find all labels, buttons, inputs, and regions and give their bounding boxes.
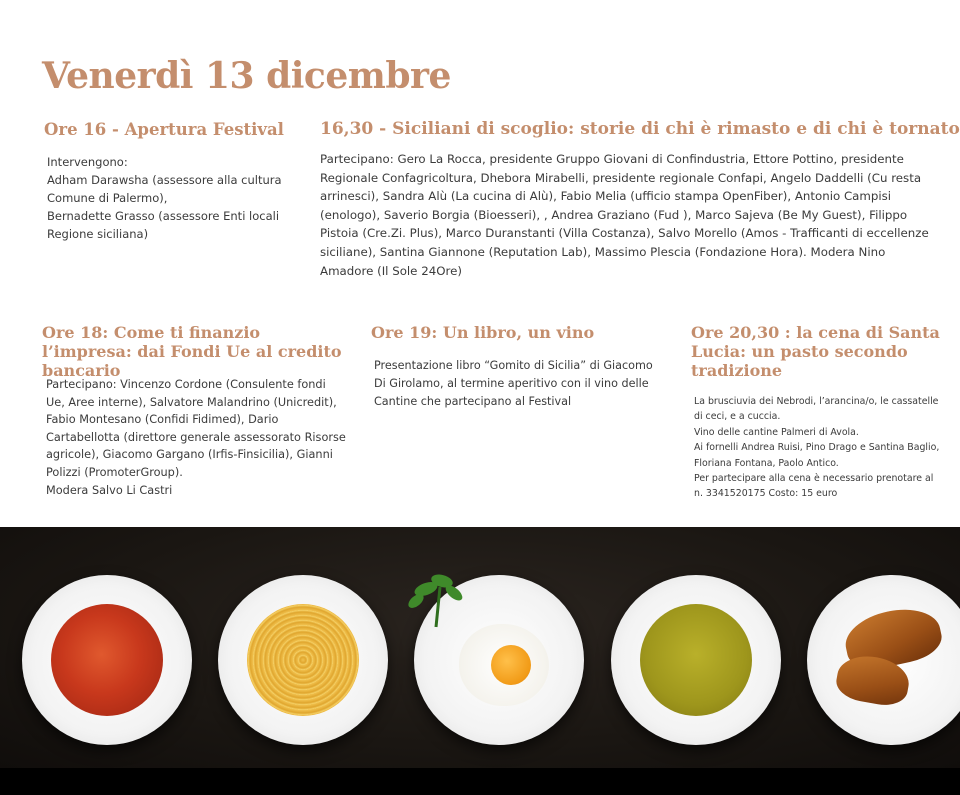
event-body-opening: Intervengono: Adham Darawsha (assessore alla cultura Comune di Palermo), Bernadette Grasso (assessore Enti locali Regione siciliana) (47, 155, 282, 241)
event-heading-siciliani: 16,30 - Siciliani di scoglio: storie di chi è rimasto e di chi è tornato (320, 119, 960, 139)
event-heading-cena: Ore 20,30 : la cena di Santa Lucia: un pasto secondo tradizione (691, 323, 940, 380)
spaghetti (247, 604, 359, 716)
food-photo (0, 527, 960, 768)
bottom-bar (0, 768, 960, 795)
cream-soup (640, 604, 752, 716)
event-body-cena: La brusciuvia dei Nebrodi, l’arancina/o, le cassatelle di ceci, e a cuccia. Vino delle cantine Palmeri di Avola. Ai fornelli Andrea Ruisi, Pino Drago e Santina Baglio, Floriana Fontana, Paolo Antico. Per partecipare alla cena è necessario prenotare al n. 3341520175 Costo: 15 euro (694, 396, 940, 500)
pasta-plate (218, 575, 388, 745)
croissant-plate (807, 575, 960, 745)
event-heading-finanza: Ore 18: Come ti finanzio l’impresa: dai Fondi Ue al credito bancario (42, 323, 342, 380)
event-body-finanza: Partecipano: Vincenzo Cordone (Consulente fondi Ue, Aree interne), Salvatore Malandrino (Unicredit), Fabio Montesano (Confidi Fidimed), Dario Cartabellotta (direttore generale assessorato Risorse agricole), Giacomo Gargano (Irfis-Finsicilia), Gianni Polizzi (PromoterGroup). Modera Salvo Li Castri (46, 378, 346, 497)
event-heading-libro: Ore 19: Un libro, un vino (371, 323, 595, 342)
egg-yolk (491, 645, 531, 685)
event-body-siciliani: Partecipano: Gero La Rocca, presidente Gruppo Giovani di Confindustria, Ettore Pottino, presidente Regionale Confagricoltura, Dhebora Mirabelli, presidente regionale Confapi, Angelo Daddelli (Cu resta arrinesci), Sandra Alù (La cucina di Alù), Fabio Melia (ufficio stampa OpenFiber), Antonio Campisi (enologo), Saverio Borgia (Bioesseri), , Andrea Graziano (Fud ), Marco Sajeva (Be My Guest), Filippo Pistoia (Cre.Zi. Plus), Marco Duranstanti (Villa Costanza), Salvo Morello (Amos - Trafficanti di eccellenze siciliane), Santina Giannone (Reputation Lab), Massimo Plescia (Fondazione Hora). Modera Nino Amadore (Il Sole 24Ore) (320, 152, 929, 278)
minestrone-soup (51, 604, 163, 716)
herb-garnish (396, 567, 486, 637)
event-body-libro: Presentazione libro “Gomito di Sicilia” di Giacomo Di Girolamo, al termine aperitivo con il vino delle Cantine che partecipano al Festival (374, 359, 653, 408)
cream-soup-plate (611, 575, 781, 745)
page-title: Venerdì 13 dicembre (42, 55, 451, 97)
soup-plate (22, 575, 192, 745)
event-heading-opening: Ore 16 - Apertura Festival (44, 120, 284, 139)
egg-plate (414, 575, 584, 745)
